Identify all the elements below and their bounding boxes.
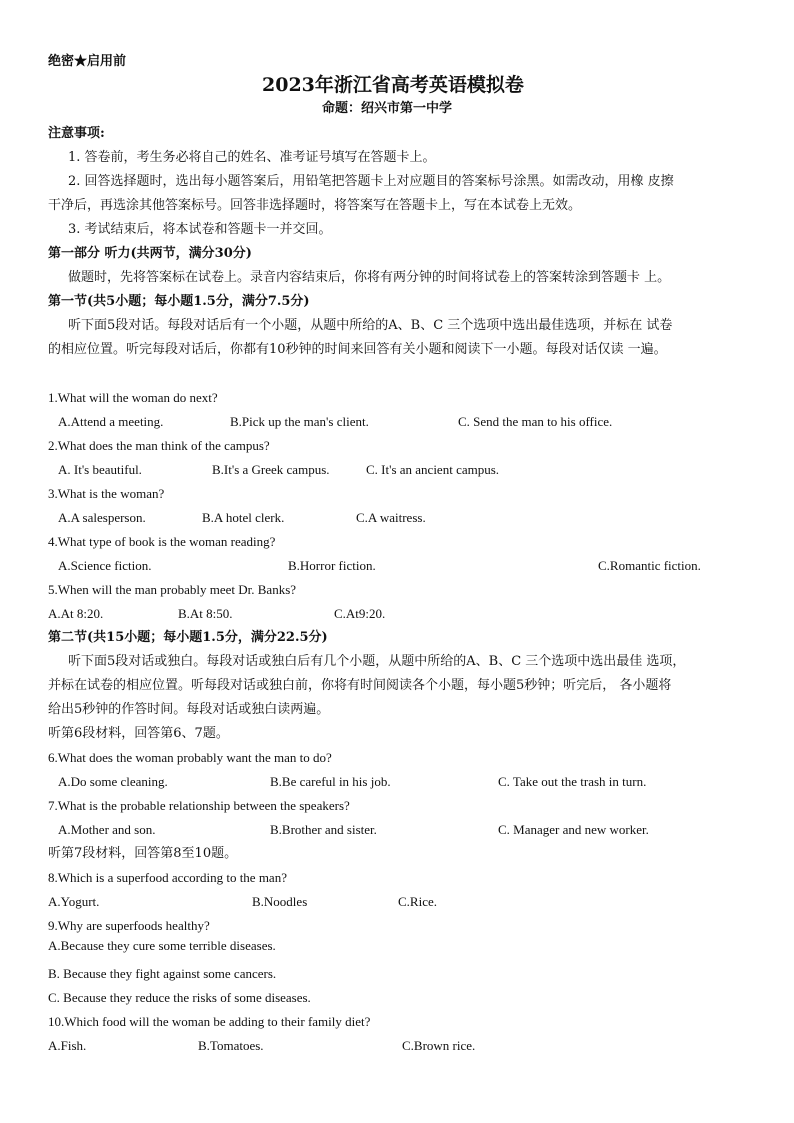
option-b: B.A hotel clerk. [202,510,285,525]
option-a: A.A salesperson. [58,510,146,525]
option-c: C. Manager and new worker. [498,822,649,837]
option-a: A.At 8:20. [48,606,104,621]
question-stem: 4.What type of book is the woman reading? [48,534,276,549]
option-c: C. Because they reduce the risks of some diseases. [48,990,311,1005]
section2-instruction: 并标在试卷的相应位置。听每段对话或独白前，你将有时间阅读各个小题，每小题5秒钟；听完后， 各小题将 [48,678,672,693]
option-c: C. Take out the trash in turn. [498,774,647,789]
option-a: A.Fish. [48,1038,87,1053]
confidential-mark: 绝密★启用前 [48,54,127,69]
option-c: C.Romantic fiction. [598,558,701,573]
option-c: C.At9:20. [334,606,386,621]
option-b: B.Tomatoes. [198,1038,264,1053]
option-c: C.A waitress. [356,510,426,525]
question-stem: 5.When will the man probably meet Dr. Banks? [48,582,297,597]
material-note: 听第6段材料，回答第6、7题。 [48,726,229,741]
notice-item: 干净后，再选涂其他答案标号。回答非选择题时，将答案写在答题卡上，写在本试卷上无效。 [48,198,582,213]
notice-item: 2. 回答选择题时，选出每小题答案后，用铅笔把答题卡上对应题目的答案标号涂黑。如需改动，用橡 皮擦 [68,174,674,189]
question-stem: 8.Which is a superfood according to the man? [48,870,287,885]
option-c: C.Rice. [398,894,437,909]
notice-heading: 注意事项: [48,126,105,141]
section1-heading: 第一节(共5小题；每小题1.5分，满分7.5分) [48,294,310,309]
option-a: A.Mother and son. [58,822,156,837]
option-b: B.Pick up the man's client. [230,414,369,429]
question-stem: 9.Why are superfoods healthy? [48,918,210,933]
option-c: C.Brown rice. [402,1038,476,1053]
option-a: A.Yogurt. [48,894,100,909]
section1-instruction: 的相应位置。听完每段对话后，你都有10秒钟的时间来回答有关小题和阅读下一小题。每段对话仅读 一遍。 [48,342,667,357]
option-a: A. It's beautiful. [58,462,142,477]
section2-instruction: 给出5秒钟的作答时间。每段对话或独白读两遍。 [48,702,330,717]
option-a: A.Science fiction. [58,558,152,573]
option-c: C. It's an ancient campus. [366,462,500,477]
section1-instruction: 听下面5段对话。每段对话后有一个小题，从题中所给的A、B、C 三个选项中选出最佳选项，并标在 试卷 [68,318,673,333]
option-b: B.Noodles [252,894,308,909]
section2-heading: 第二节(共15小题；每小题1.5分，满分22.5分) [48,630,328,645]
material-note: 听第7段材料，回答第8至10题。 [48,846,238,861]
option-a: A.Because they cure some terrible diseases. [48,938,276,953]
option-b: B.Be careful in his job. [270,774,391,789]
part1-instruction: 做题时，先将答案标在试卷上。录音内容结束后，你将有两分钟的时间将试卷上的答案转涂到答题卡 上。 [68,270,671,285]
notice-item: 3. 考试结束后，将本试卷和答题卡一并交回。 [68,222,332,237]
notice-item: 1. 答卷前，考生务必将自己的姓名、准考证号填写在答题卡上。 [68,150,436,165]
option-b: B.At 8:50. [178,606,233,621]
question-stem: 10.Which food will the woman be adding to their family diet? [48,1014,371,1029]
question-stem: 7.What is the probable relationship between the speakers? [48,798,350,813]
option-b: B. Because they fight against some cancers. [48,966,277,981]
option-a: A.Do some cleaning. [58,774,168,789]
question-stem: 1.What will the woman do next? [48,390,218,405]
option-c: C. Send the man to his office. [458,414,613,429]
exam-setter: 命题：绍兴市第一中学 [322,101,453,116]
question-stem: 3.What is the woman? [48,486,165,501]
question-stem: 6.What does the woman probably want the man to do? [48,750,332,765]
option-b: B.Horror fiction. [288,558,376,573]
section2-instruction: 听下面5段对话或独白。每段对话或独白后有几个小题，从题中所给的A、B、C 三个选项中选出最佳 选项， [68,654,686,669]
question-stem: 2.What does the man think of the campus? [48,438,270,453]
option-a: A.Attend a meeting. [58,414,164,429]
option-b: B.It's a Greek campus. [212,462,330,477]
exam-title: 2023年浙江省高考英语模拟卷 [262,74,524,96]
part1-heading: 第一部分 听力(共两节，满分30分) [48,246,252,261]
option-b: B.Brother and sister. [270,822,377,837]
